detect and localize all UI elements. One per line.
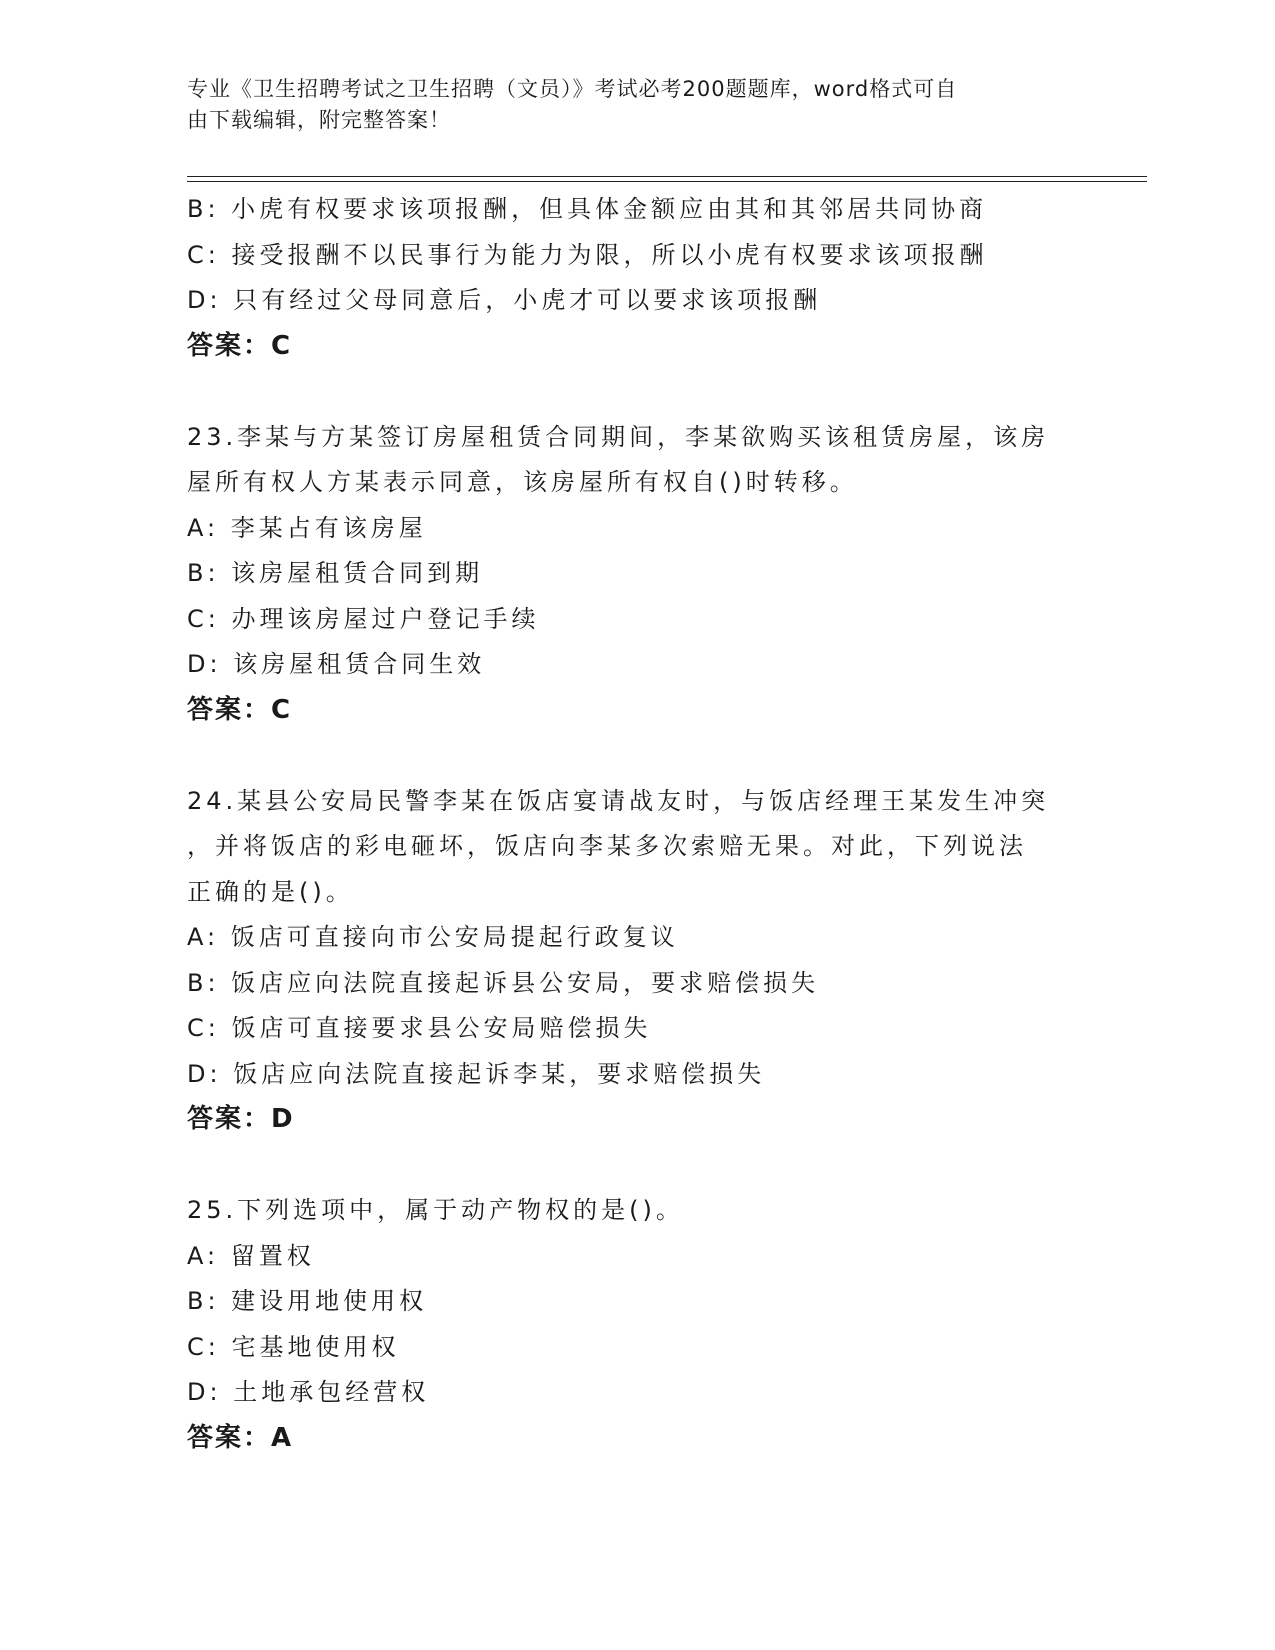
question-stem-line: 23.李某与方某签订房屋租赁合同期间，李某欲购买该租赁房屋，该房 [187,422,1050,451]
answer-line: 答案：A [187,1422,294,1453]
spacer [187,1143,1087,1189]
answer-line: 答案：C [187,330,293,361]
question-body [187,187,1087,1461]
carryover-question [187,187,1087,369]
question-stem-line: 25.下列选项中，属于动产物权的是()。 [187,1196,684,1224]
answer-line: 答案：D [187,1104,295,1134]
option-c: C: 办理该房屋过户登记手续 [187,604,540,633]
option-b: B: 饭店应向法院直接起诉县公安局，要求赔偿损失 [187,968,820,997]
option-a: A: 留置权 [187,1241,315,1270]
header-divider-top [187,176,1147,177]
question-stem-line: 24.某县公安局民警李某在饭店宴请战友时，与饭店经理王某发生冲突 [187,786,1050,815]
spacer [187,369,1087,415]
header-line-2: 由下载编辑，附完整答案！ [187,108,451,132]
option-c: C: 宅基地使用权 [187,1332,400,1361]
option-b: B: 该房屋租赁合同到期 [187,559,484,587]
document-header [187,74,1067,136]
option-a: A: 李某占有该房屋 [187,513,427,542]
answer-line: 答案：C [187,694,293,725]
option-d: D: 土地承包经营权 [187,1378,430,1406]
option-d: D: 只有经过父母同意后，小虎才可以要求该项报酬 [187,286,822,314]
header-line-1: 专业《卫生招聘考试之卫生招聘（文员）》考试必考200题题库，word格式可自 [187,77,958,101]
option-b: B: 小虎有权要求该项报酬，但具体金额应由其和其邻居共同协商 [187,195,988,223]
option-c: C: 饭店可直接要求县公安局赔偿损失 [187,1014,652,1042]
option-b: B: 建设用地使用权 [187,1287,428,1315]
option-a: A: 饭店可直接向市公安局提起行政复议 [187,923,679,951]
option-d: D: 饭店应向法院直接起诉李某，要求赔偿损失 [187,1059,766,1088]
question-stem-line: 屋所有权人方某表示同意，该房屋所有权自()时转移。 [187,468,858,496]
spacer [187,733,1087,779]
question-stem-line: ，并将饭店的彩电砸坏，饭店向李某多次索赔无果。对此，下列说法 [187,832,1027,860]
header-divider-bottom [187,181,1147,182]
question-23 [187,415,1087,734]
question-24 [187,779,1087,1143]
question-stem-line: 正确的是()。 [187,877,354,906]
question-25 [187,1188,1087,1461]
option-d: D: 该房屋租赁合同生效 [187,650,486,678]
option-c: C: 接受报酬不以民事行为能力为限，所以小虎有权要求该项报酬 [187,240,988,269]
